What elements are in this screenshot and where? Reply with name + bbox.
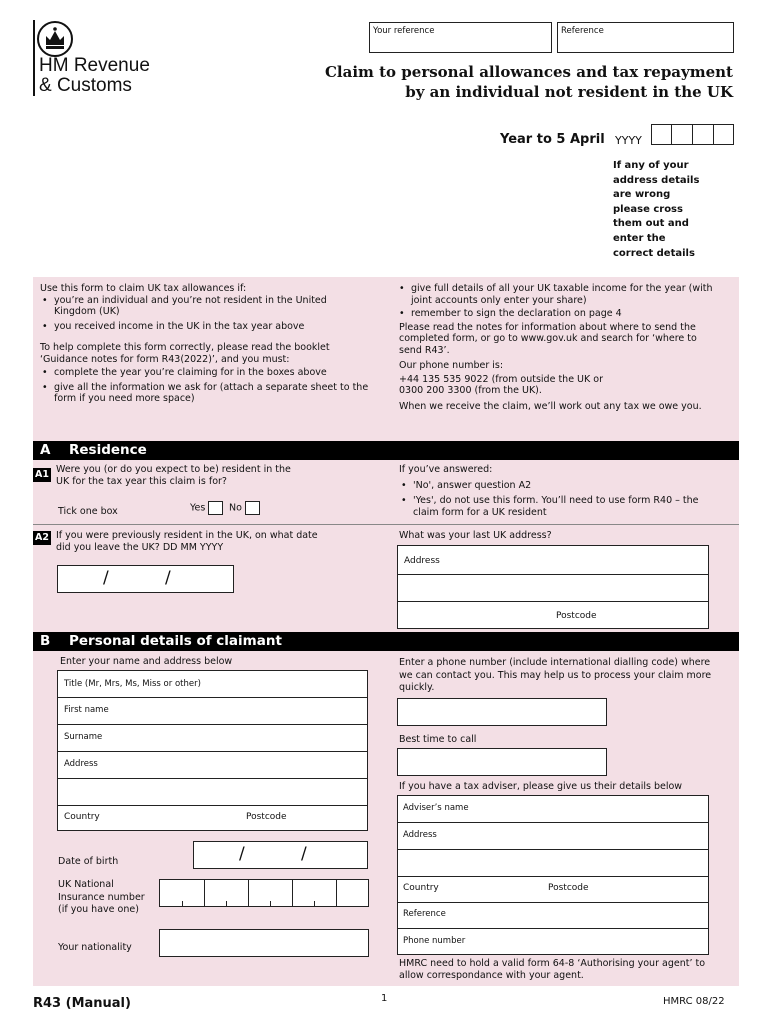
year-label: Year to 5 April [500, 132, 605, 147]
form-title [325, 62, 733, 102]
last-address-label: Address [404, 556, 440, 566]
a1-answers: If you’ve answered: • 'No', answer question A2 • 'Yes', do not use this form. You’ll need to use form R40 – the claim form for a UK resident [399, 464, 719, 518]
form-code: R43 (Manual) [33, 996, 131, 1011]
reference-label: Reference [561, 26, 604, 36]
nationality-label: Your nationality [58, 942, 132, 953]
yes-label: Yes [190, 502, 206, 514]
adviser-details-field[interactable] [397, 795, 709, 955]
nino-input[interactable] [159, 879, 369, 907]
name-address-field[interactable] [57, 670, 368, 831]
address-label: Address [64, 759, 98, 769]
intro-left: Use this form to claim UK tax allowances if: • you’re an individual and you’re not resident in the United Kingdom (UK) • you received income in the UK in the tax year above To help complete this form correctly, please read the booklet ‘Guidance notes for form R43(2022)’, and you must: • complete the year you’re claiming for in the boxes above • give all the information we ask for (attach a separate sheet to the form if you need more space) [40, 283, 370, 405]
dob-label: Date of birth [58, 856, 119, 867]
page-number: 1 [381, 993, 388, 1004]
year-placeholder: YYYY [615, 134, 642, 147]
hmrc-crest-icon [36, 20, 74, 58]
hmrc-code: HMRC 08/22 [663, 996, 725, 1007]
no-checkbox[interactable] [245, 501, 260, 515]
phone-text: Enter a phone number (include international dialling code) where we can contact you. This may help us to process your claim more quickly. [399, 657, 712, 693]
org-line1: HM Revenue [39, 55, 150, 76]
a1-number: A1 [33, 468, 51, 482]
last-postcode-label: Postcode [556, 611, 597, 621]
a1-tick-label: Tick one box [58, 506, 118, 517]
adviser-intro: If you have a tax adviser, please give us their details below [399, 781, 683, 792]
title-field-label: Title (Mr, Mrs, Ms, Miss or other) [64, 679, 201, 689]
postcode-label: Postcode [246, 812, 287, 822]
no-label: No [229, 502, 242, 514]
adviser-phone-label: Phone number [403, 936, 466, 946]
best-time-input[interactable] [397, 748, 607, 776]
your-reference-label: Your reference [373, 26, 435, 36]
hmrc-note: HMRC need to hold a valid form 64-8 ‘Authorising your agent’ to allow correspondance with your agent. [399, 958, 706, 981]
adviser-reference-label: Reference [403, 909, 446, 919]
title-line1: Claim to personal allowances and tax repayment [324, 63, 733, 81]
org-line2: & Customs [39, 75, 132, 96]
intro-right: • give full details of all your UK taxable income for the year (with joint accounts only enter your share) • remember to sign the declaration on page 4 Please read the notes for information about where to send the completed form, or go to www.gov.uk and search for ‘where to send R43’. Our phone number is: +44 135 535 9022 (from outside the UK or 0300 200 3300 (from the UK). When we receive the claim, we’ll work out any tax we owe you. [399, 283, 719, 412]
reference-field[interactable] [557, 22, 734, 53]
a1-yes[interactable] [190, 501, 223, 515]
dob-input[interactable]: / / [193, 841, 368, 869]
phone-input[interactable] [397, 698, 607, 726]
adviser-postcode-label: Postcode [548, 883, 589, 893]
section-a-header: A Residence [33, 441, 739, 460]
enter-name-label: Enter your name and address below [60, 656, 233, 667]
adviser-country-label: Country [403, 883, 439, 893]
nationality-input[interactable] [159, 929, 369, 957]
a1-no[interactable] [229, 501, 260, 515]
adviser-name-label: Adviser’s name [403, 803, 469, 813]
your-reference-field[interactable] [369, 22, 552, 53]
address-note: If any of your address details are wrong please cross them out and enter the correct details [613, 160, 700, 259]
org-name [39, 56, 150, 96]
last-address-field[interactable] [397, 545, 709, 629]
logo-divider [33, 20, 35, 96]
a-divider [33, 524, 739, 525]
section-b-header: B Personal details of claimant [33, 632, 739, 651]
best-time-label: Best time to call [399, 734, 477, 745]
first-name-label: First name [64, 705, 109, 715]
leave-date-input[interactable]: / / [57, 565, 234, 593]
surname-label: Surname [64, 732, 103, 742]
a2-number: A2 [33, 531, 51, 545]
adviser-address-label: Address [403, 830, 437, 840]
a1-question: Were you (or do you expect to be) resident in the UK for the tax year this claim is for? [56, 464, 291, 487]
last-address-question: What was your last UK address? [399, 530, 552, 541]
a2-question: If you were previously resident in the UK, on what date did you leave the UK? DD MM YYYY [56, 530, 318, 553]
nino-label: UK National Insurance number (if you have one) [58, 879, 145, 915]
year-input[interactable] [651, 124, 734, 145]
country-label: Country [64, 812, 100, 822]
yes-checkbox[interactable] [208, 501, 223, 515]
title-line2: by an individual not resident in the UK [405, 83, 733, 101]
